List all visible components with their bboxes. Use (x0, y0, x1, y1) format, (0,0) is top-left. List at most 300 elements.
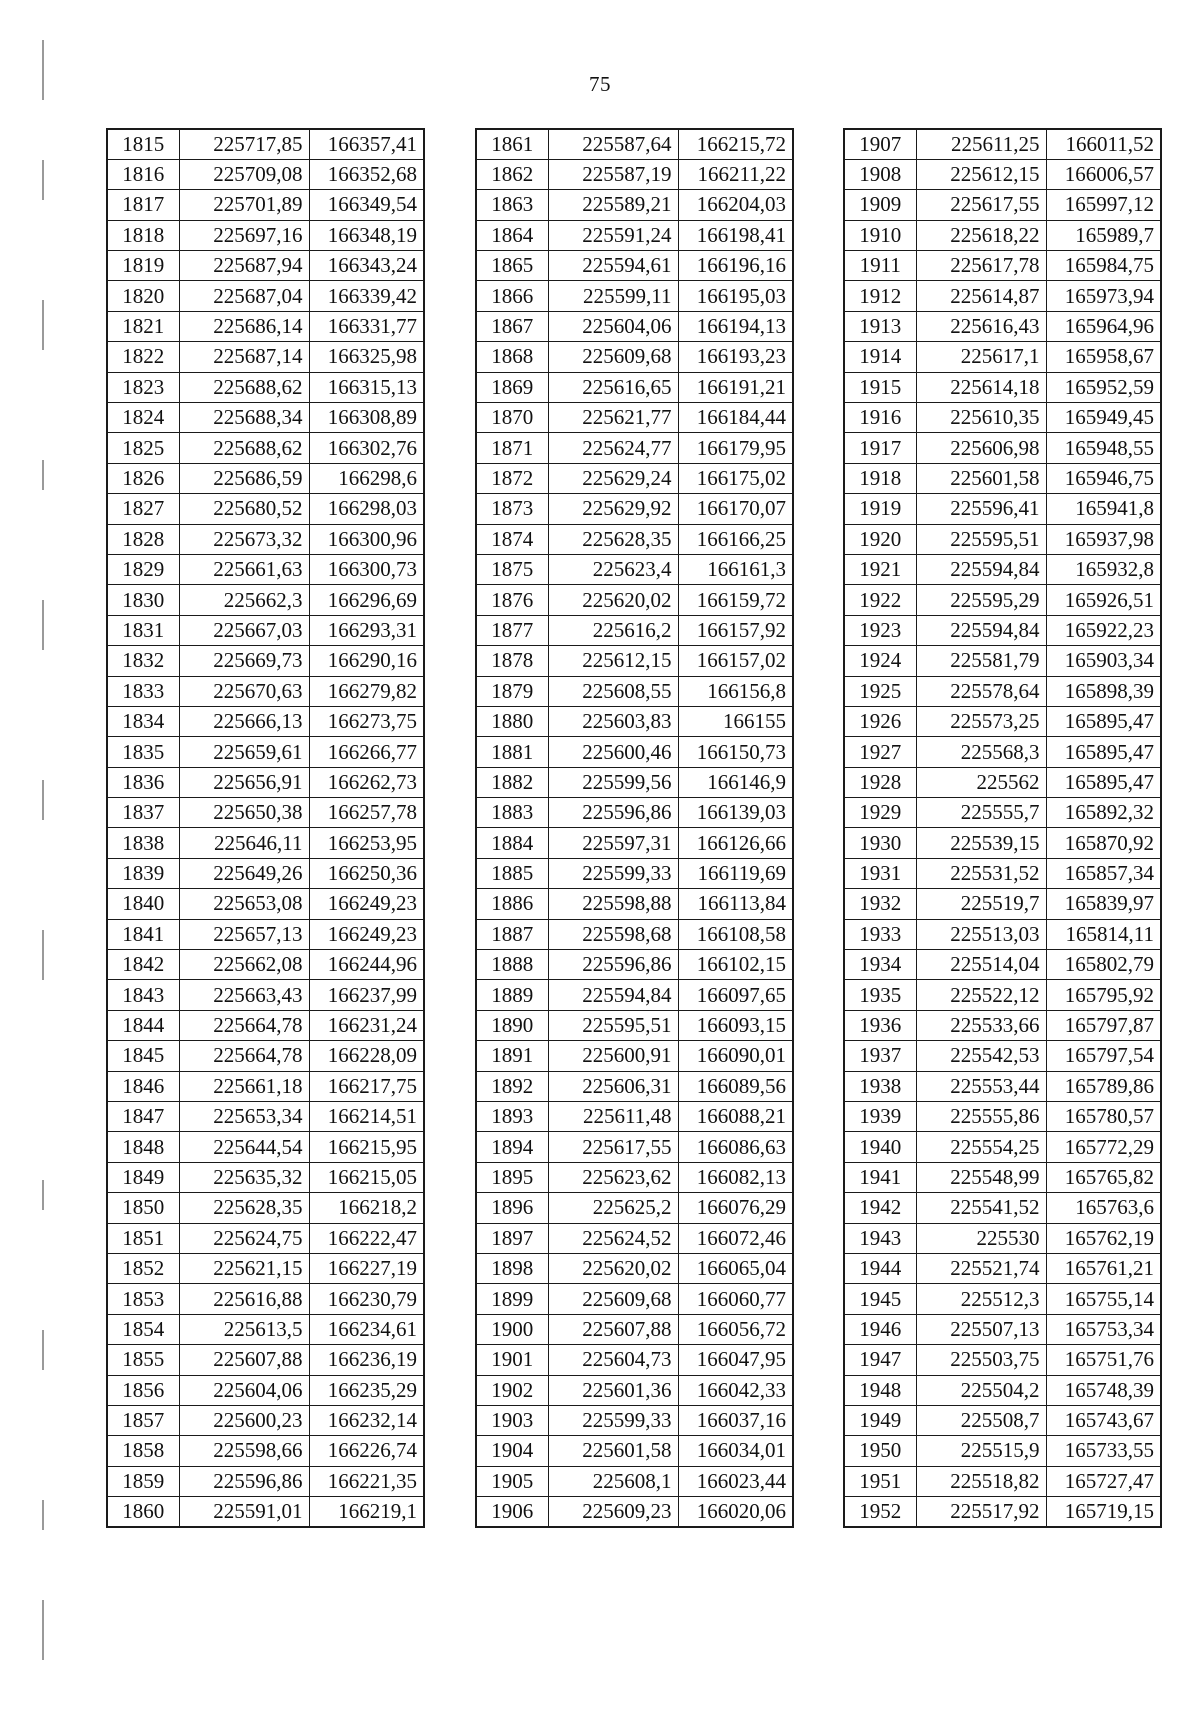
point-number-cell: 1940 (844, 1132, 916, 1162)
point-number-cell: 1877 (476, 615, 548, 645)
table-row (107, 1193, 424, 1223)
table-row (844, 615, 1161, 645)
x-coordinate-cell: 225578,64 (916, 676, 1046, 706)
point-number-cell: 1915 (844, 372, 916, 402)
y-coordinate-cell: 166300,96 (309, 524, 424, 554)
y-coordinate-cell: 166119,69 (678, 858, 793, 888)
y-coordinate-cell: 165761,21 (1046, 1253, 1161, 1283)
table-row (107, 798, 424, 828)
y-coordinate-cell: 166215,72 (678, 129, 793, 159)
point-number-cell: 1952 (844, 1497, 916, 1527)
y-coordinate-cell: 165789,86 (1046, 1071, 1161, 1101)
point-number-cell: 1822 (107, 342, 179, 372)
point-number-cell: 1898 (476, 1253, 548, 1283)
y-coordinate-cell: 166157,02 (678, 646, 793, 676)
y-coordinate-cell: 166082,13 (678, 1162, 793, 1192)
x-coordinate-cell: 225624,75 (179, 1223, 309, 1253)
y-coordinate-cell: 166047,95 (678, 1345, 793, 1375)
table-row (476, 1253, 793, 1283)
y-coordinate-cell: 165895,47 (1046, 737, 1161, 767)
point-number-cell: 1829 (107, 554, 179, 584)
table-row (476, 1284, 793, 1314)
y-coordinate-cell: 166257,78 (309, 798, 424, 828)
x-coordinate-cell: 225606,98 (916, 433, 1046, 463)
point-number-cell: 1923 (844, 615, 916, 645)
point-number-cell: 1912 (844, 281, 916, 311)
point-number-cell: 1867 (476, 311, 548, 341)
table-row (476, 311, 793, 341)
point-number-cell: 1931 (844, 858, 916, 888)
table-row (844, 1436, 1161, 1466)
table-row (107, 1071, 424, 1101)
x-coordinate-cell: 225617,55 (548, 1132, 678, 1162)
point-number-cell: 1951 (844, 1466, 916, 1496)
point-number-cell: 1826 (107, 463, 179, 493)
point-number-cell: 1897 (476, 1223, 548, 1253)
y-coordinate-cell: 166214,51 (309, 1102, 424, 1132)
table-row (107, 433, 424, 463)
point-number-cell: 1916 (844, 403, 916, 433)
y-coordinate-cell: 166102,15 (678, 950, 793, 980)
point-number-cell: 1849 (107, 1162, 179, 1192)
table-row (844, 190, 1161, 220)
point-number-cell: 1881 (476, 737, 548, 767)
y-coordinate-cell: 166249,23 (309, 919, 424, 949)
x-coordinate-cell: 225601,58 (916, 463, 1046, 493)
point-number-cell: 1824 (107, 403, 179, 433)
point-number-cell: 1939 (844, 1102, 916, 1132)
point-number-cell: 1934 (844, 950, 916, 980)
scan-mark (42, 1600, 44, 1660)
table-row (476, 220, 793, 250)
table-row (844, 220, 1161, 250)
x-coordinate-cell: 225608,1 (548, 1466, 678, 1496)
x-coordinate-cell: 225553,44 (916, 1071, 1046, 1101)
table-row (476, 1193, 793, 1223)
point-number-cell: 1859 (107, 1466, 179, 1496)
x-coordinate-cell: 225697,16 (179, 220, 309, 250)
point-number-cell: 1888 (476, 950, 548, 980)
table-row (107, 1466, 424, 1496)
x-coordinate-cell: 225513,03 (916, 919, 1046, 949)
x-coordinate-cell: 225686,59 (179, 463, 309, 493)
point-number-cell: 1846 (107, 1071, 179, 1101)
y-coordinate-cell: 165795,92 (1046, 980, 1161, 1010)
y-coordinate-cell: 166215,95 (309, 1132, 424, 1162)
table-row (476, 372, 793, 402)
point-number-cell: 1865 (476, 251, 548, 281)
x-coordinate-cell: 225598,66 (179, 1436, 309, 1466)
y-coordinate-cell: 165926,51 (1046, 585, 1161, 615)
y-coordinate-cell: 165892,32 (1046, 798, 1161, 828)
y-coordinate-cell: 165814,11 (1046, 919, 1161, 949)
x-coordinate-cell: 225601,36 (548, 1375, 678, 1405)
y-coordinate-cell: 166146,9 (678, 767, 793, 797)
point-number-cell: 1932 (844, 889, 916, 919)
page-number: 75 (589, 72, 611, 96)
x-coordinate-cell: 225612,15 (916, 159, 1046, 189)
point-number-cell: 1891 (476, 1041, 548, 1071)
point-number-cell: 1857 (107, 1405, 179, 1435)
x-coordinate-cell: 225531,52 (916, 858, 1046, 888)
point-number-cell: 1906 (476, 1497, 548, 1527)
table-row (476, 858, 793, 888)
y-coordinate-cell: 166349,54 (309, 190, 424, 220)
table-row (476, 767, 793, 797)
table-row (476, 646, 793, 676)
y-coordinate-cell: 166196,16 (678, 251, 793, 281)
y-coordinate-cell: 166150,73 (678, 737, 793, 767)
x-coordinate-cell: 225594,84 (548, 980, 678, 1010)
table-row (107, 1041, 424, 1071)
y-coordinate-cell: 165802,79 (1046, 950, 1161, 980)
table-row (844, 554, 1161, 584)
table-row (107, 1223, 424, 1253)
point-number-cell: 1879 (476, 676, 548, 706)
point-number-cell: 1827 (107, 494, 179, 524)
point-number-cell: 1904 (476, 1436, 548, 1466)
table-row (476, 1314, 793, 1344)
table-row (476, 494, 793, 524)
x-coordinate-cell: 225548,99 (916, 1162, 1046, 1192)
y-coordinate-cell: 166175,02 (678, 463, 793, 493)
y-coordinate-cell: 166097,65 (678, 980, 793, 1010)
x-coordinate-cell: 225623,62 (548, 1162, 678, 1192)
point-number-cell: 1949 (844, 1405, 916, 1435)
y-coordinate-cell: 166170,07 (678, 494, 793, 524)
point-number-cell: 1868 (476, 342, 548, 372)
scan-mark (42, 160, 44, 200)
point-number-cell: 1919 (844, 494, 916, 524)
y-coordinate-cell: 165895,47 (1046, 767, 1161, 797)
table-row (844, 1193, 1161, 1223)
scan-mark (42, 600, 44, 650)
table-row (844, 646, 1161, 676)
x-coordinate-cell: 225606,31 (548, 1071, 678, 1101)
x-coordinate-cell: 225624,77 (548, 433, 678, 463)
point-number-cell: 1818 (107, 220, 179, 250)
table-row (107, 767, 424, 797)
table-row (844, 494, 1161, 524)
point-number-cell: 1842 (107, 950, 179, 980)
table-row (107, 1436, 424, 1466)
scan-mark (42, 1180, 44, 1210)
point-number-cell: 1845 (107, 1041, 179, 1071)
table-row (476, 159, 793, 189)
table-row (476, 980, 793, 1010)
point-number-cell: 1893 (476, 1102, 548, 1132)
y-coordinate-cell: 166221,35 (309, 1466, 424, 1496)
point-number-cell: 1823 (107, 372, 179, 402)
table-row (107, 1102, 424, 1132)
table-row (107, 950, 424, 980)
x-coordinate-cell: 225617,1 (916, 342, 1046, 372)
x-coordinate-cell: 225533,66 (916, 1010, 1046, 1040)
point-number-cell: 1946 (844, 1314, 916, 1344)
y-coordinate-cell: 166249,23 (309, 889, 424, 919)
y-coordinate-cell: 166357,41 (309, 129, 424, 159)
y-coordinate-cell: 166156,8 (678, 676, 793, 706)
y-coordinate-cell: 166155 (678, 706, 793, 736)
y-coordinate-cell: 166179,95 (678, 433, 793, 463)
point-number-cell: 1880 (476, 706, 548, 736)
y-coordinate-cell: 166076,29 (678, 1193, 793, 1223)
y-coordinate-cell: 165748,39 (1046, 1375, 1161, 1405)
table-row (476, 1132, 793, 1162)
y-coordinate-cell: 166126,66 (678, 828, 793, 858)
x-coordinate-cell: 225614,18 (916, 372, 1046, 402)
scan-mark (42, 1330, 44, 1370)
table-row (107, 1162, 424, 1192)
table-row (844, 433, 1161, 463)
x-coordinate-cell: 225608,55 (548, 676, 678, 706)
y-coordinate-cell: 165753,34 (1046, 1314, 1161, 1344)
x-coordinate-cell: 225591,24 (548, 220, 678, 250)
y-coordinate-cell: 165755,14 (1046, 1284, 1161, 1314)
x-coordinate-cell: 225664,78 (179, 1041, 309, 1071)
point-number-cell: 1819 (107, 251, 179, 281)
x-coordinate-cell: 225657,13 (179, 919, 309, 949)
table-row (476, 251, 793, 281)
x-coordinate-cell: 225635,32 (179, 1162, 309, 1192)
table-row (476, 1041, 793, 1071)
x-coordinate-cell: 225503,75 (916, 1345, 1046, 1375)
table-row (844, 919, 1161, 949)
table-row (476, 706, 793, 736)
point-number-cell: 1889 (476, 980, 548, 1010)
table-row (844, 342, 1161, 372)
table-row (107, 342, 424, 372)
x-coordinate-cell: 225604,06 (548, 311, 678, 341)
table-row (844, 524, 1161, 554)
x-coordinate-cell: 225600,46 (548, 737, 678, 767)
point-number-cell: 1853 (107, 1284, 179, 1314)
table-row (107, 281, 424, 311)
point-number-cell: 1854 (107, 1314, 179, 1344)
point-number-cell: 1950 (844, 1436, 916, 1466)
table-row (476, 676, 793, 706)
x-coordinate-cell: 225587,19 (548, 159, 678, 189)
table-row (107, 676, 424, 706)
point-number-cell: 1876 (476, 585, 548, 615)
x-coordinate-cell: 225594,84 (916, 554, 1046, 584)
point-number-cell: 1933 (844, 919, 916, 949)
point-number-cell: 1871 (476, 433, 548, 463)
y-coordinate-cell: 166088,21 (678, 1102, 793, 1132)
point-number-cell: 1921 (844, 554, 916, 584)
point-number-cell: 1883 (476, 798, 548, 828)
point-number-cell: 1937 (844, 1041, 916, 1071)
x-coordinate-cell: 225663,43 (179, 980, 309, 1010)
point-number-cell: 1895 (476, 1162, 548, 1192)
point-number-cell: 1864 (476, 220, 548, 250)
table-row (107, 706, 424, 736)
x-coordinate-cell: 225628,35 (548, 524, 678, 554)
point-number-cell: 1817 (107, 190, 179, 220)
x-coordinate-cell: 225519,7 (916, 889, 1046, 919)
table-row (476, 1010, 793, 1040)
point-number-cell: 1943 (844, 1223, 916, 1253)
x-coordinate-cell: 225599,56 (548, 767, 678, 797)
y-coordinate-cell: 166231,24 (309, 1010, 424, 1040)
y-coordinate-cell: 165949,45 (1046, 403, 1161, 433)
x-coordinate-cell: 225596,86 (179, 1466, 309, 1496)
table-row (476, 554, 793, 584)
table-row (844, 950, 1161, 980)
x-coordinate-cell: 225611,48 (548, 1102, 678, 1132)
x-coordinate-cell: 225598,88 (548, 889, 678, 919)
table-row (476, 281, 793, 311)
y-coordinate-cell: 166315,13 (309, 372, 424, 402)
y-coordinate-cell: 166232,14 (309, 1405, 424, 1435)
point-number-cell: 1924 (844, 646, 916, 676)
x-coordinate-cell: 225562 (916, 767, 1046, 797)
point-number-cell: 1874 (476, 524, 548, 554)
y-coordinate-cell: 165997,12 (1046, 190, 1161, 220)
point-number-cell: 1892 (476, 1071, 548, 1101)
x-coordinate-cell: 225530 (916, 1223, 1046, 1253)
y-coordinate-cell: 165958,67 (1046, 342, 1161, 372)
y-coordinate-cell: 166244,96 (309, 950, 424, 980)
y-coordinate-cell: 165946,75 (1046, 463, 1161, 493)
table-row (844, 1102, 1161, 1132)
point-number-cell: 1820 (107, 281, 179, 311)
x-coordinate-cell: 225589,21 (548, 190, 678, 220)
y-coordinate-cell: 166194,13 (678, 311, 793, 341)
y-coordinate-cell: 165903,34 (1046, 646, 1161, 676)
point-number-cell: 1878 (476, 646, 548, 676)
table-row (844, 1375, 1161, 1405)
table-row (107, 403, 424, 433)
y-coordinate-cell: 165762,19 (1046, 1223, 1161, 1253)
point-number-cell: 1948 (844, 1375, 916, 1405)
point-number-cell: 1903 (476, 1405, 548, 1435)
y-coordinate-cell: 166006,57 (1046, 159, 1161, 189)
x-coordinate-cell: 225555,7 (916, 798, 1046, 828)
x-coordinate-cell: 225661,63 (179, 554, 309, 584)
x-coordinate-cell: 225504,2 (916, 1375, 1046, 1405)
table-row (107, 190, 424, 220)
y-coordinate-cell: 166034,01 (678, 1436, 793, 1466)
point-number-cell: 1894 (476, 1132, 548, 1162)
table-row (476, 1497, 793, 1527)
point-number-cell: 1832 (107, 646, 179, 676)
y-coordinate-cell: 166262,73 (309, 767, 424, 797)
table-row (844, 980, 1161, 1010)
x-coordinate-cell: 225629,92 (548, 494, 678, 524)
point-number-cell: 1834 (107, 706, 179, 736)
y-coordinate-cell: 166218,2 (309, 1193, 424, 1223)
point-number-cell: 1926 (844, 706, 916, 736)
x-coordinate-cell: 225653,34 (179, 1102, 309, 1132)
y-coordinate-cell: 166065,04 (678, 1253, 793, 1283)
y-coordinate-cell: 166348,19 (309, 220, 424, 250)
point-number-cell: 1863 (476, 190, 548, 220)
table-row (844, 889, 1161, 919)
point-number-cell: 1913 (844, 311, 916, 341)
y-coordinate-cell: 165743,67 (1046, 1405, 1161, 1435)
point-number-cell: 1848 (107, 1132, 179, 1162)
y-coordinate-cell: 166308,89 (309, 403, 424, 433)
x-coordinate-cell: 225644,54 (179, 1132, 309, 1162)
table-row (107, 585, 424, 615)
table-row (107, 463, 424, 493)
y-coordinate-cell: 166253,95 (309, 828, 424, 858)
point-number-cell: 1899 (476, 1284, 548, 1314)
table-row (844, 463, 1161, 493)
y-coordinate-cell: 166108,58 (678, 919, 793, 949)
x-coordinate-cell: 225687,14 (179, 342, 309, 372)
y-coordinate-cell: 165797,54 (1046, 1041, 1161, 1071)
y-coordinate-cell: 166235,29 (309, 1375, 424, 1405)
x-coordinate-cell: 225514,04 (916, 950, 1046, 980)
x-coordinate-cell: 225618,22 (916, 220, 1046, 250)
point-number-cell: 1930 (844, 828, 916, 858)
table-row (844, 737, 1161, 767)
x-coordinate-cell: 225598,68 (548, 919, 678, 949)
x-coordinate-cell: 225620,02 (548, 585, 678, 615)
x-coordinate-cell: 225604,06 (179, 1375, 309, 1405)
x-coordinate-cell: 225646,11 (179, 828, 309, 858)
y-coordinate-cell: 166086,63 (678, 1132, 793, 1162)
point-number-cell: 1944 (844, 1253, 916, 1283)
table-row (844, 1010, 1161, 1040)
scan-mark (42, 780, 44, 820)
x-coordinate-cell: 225542,53 (916, 1041, 1046, 1071)
y-coordinate-cell: 166227,19 (309, 1253, 424, 1283)
table-row (844, 828, 1161, 858)
y-coordinate-cell: 166215,05 (309, 1162, 424, 1192)
point-number-cell: 1896 (476, 1193, 548, 1223)
point-number-cell: 1907 (844, 129, 916, 159)
y-coordinate-cell: 166042,33 (678, 1375, 793, 1405)
point-number-cell: 1887 (476, 919, 548, 949)
table-row (844, 311, 1161, 341)
y-coordinate-cell: 165733,55 (1046, 1436, 1161, 1466)
point-number-cell: 1947 (844, 1345, 916, 1375)
table-row (476, 463, 793, 493)
x-coordinate-cell: 225659,61 (179, 737, 309, 767)
y-coordinate-cell: 166237,99 (309, 980, 424, 1010)
y-coordinate-cell: 166090,01 (678, 1041, 793, 1071)
table-row (107, 251, 424, 281)
table-row (844, 706, 1161, 736)
table-row (476, 889, 793, 919)
table-row (844, 858, 1161, 888)
table-row (844, 1041, 1161, 1071)
point-number-cell: 1828 (107, 524, 179, 554)
y-coordinate-cell: 165932,8 (1046, 554, 1161, 584)
x-coordinate-cell: 225624,52 (548, 1223, 678, 1253)
table-row (844, 1314, 1161, 1344)
x-coordinate-cell: 225539,15 (916, 828, 1046, 858)
x-coordinate-cell: 225662,08 (179, 950, 309, 980)
x-coordinate-cell: 225596,41 (916, 494, 1046, 524)
y-coordinate-cell: 166217,75 (309, 1071, 424, 1101)
point-number-cell: 1844 (107, 1010, 179, 1040)
table-row (476, 798, 793, 828)
table-row (844, 585, 1161, 615)
y-coordinate-cell: 166011,52 (1046, 129, 1161, 159)
table-row (107, 1284, 424, 1314)
x-coordinate-cell: 225596,86 (548, 950, 678, 980)
x-coordinate-cell: 225611,25 (916, 129, 1046, 159)
point-number-cell: 1905 (476, 1466, 548, 1496)
point-number-cell: 1862 (476, 159, 548, 189)
point-number-cell: 1869 (476, 372, 548, 402)
point-number-cell: 1850 (107, 1193, 179, 1223)
point-number-cell: 1938 (844, 1071, 916, 1101)
